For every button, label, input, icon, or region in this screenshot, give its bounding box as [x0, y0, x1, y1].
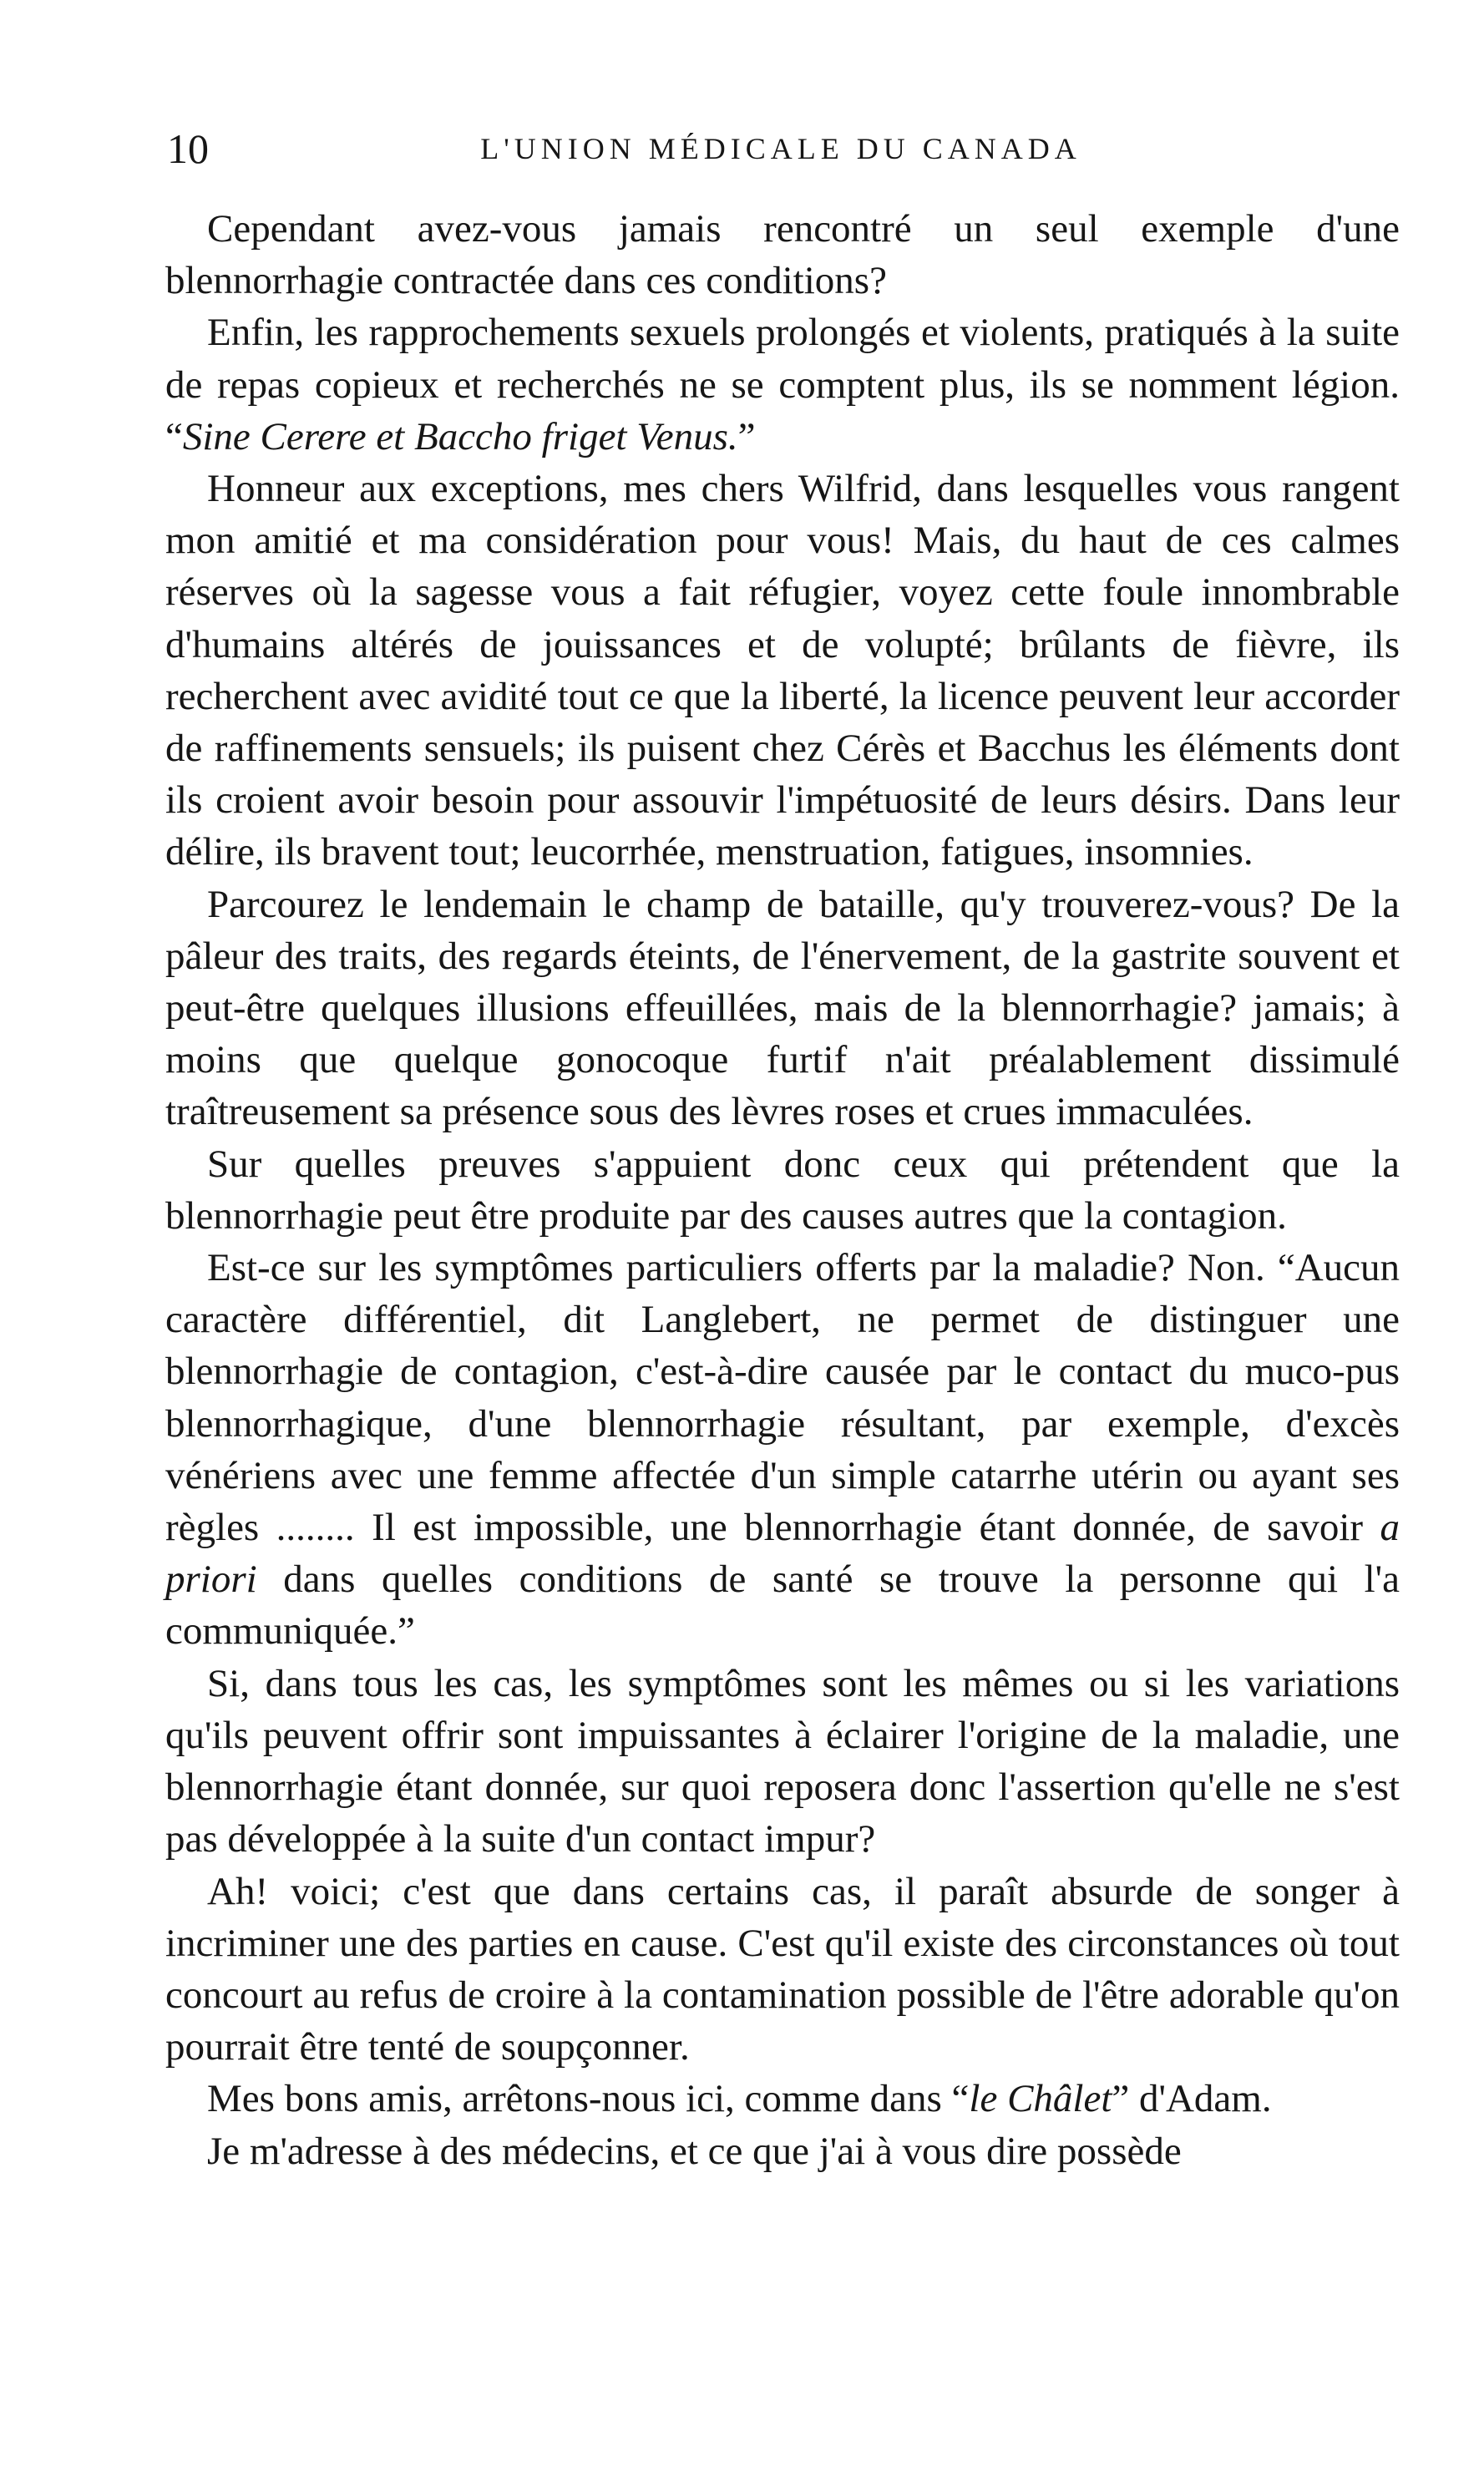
page-header	[167, 115, 1395, 182]
paragraph: Je m'adresse à des médecins, et ce que j'ai à vous dire possède	[207, 2129, 1182, 2173]
latin-quote: Sine Cerere et Baccho friget Venus.	[182, 414, 738, 458]
paragraph: Enfin, les rapprochements sexuels prolongés et violents, pratiqués à la suite de repas copieux et recherchés ne se comptent plus, ils se nomment légion. “Sine Cerere et Baccho friget Venus.”	[165, 311, 1400, 458]
page-number: 10	[167, 125, 209, 172]
italic-title: le Châlet	[969, 2077, 1112, 2121]
italic-phrase: a priori	[165, 1506, 1400, 1602]
running-head: L'UNION MÉDICALE DU CANADA	[480, 132, 1081, 165]
paragraph: Sur quelles preuves s'appuient donc ceux qui prétendent que la blennorrhagie peut être produite par des causes autres que la contagion.	[165, 1142, 1400, 1238]
paragraph: Cependant avez-vous jamais rencontré un seul exemple d'une blennorrhagie contractée dans ces conditions?	[165, 207, 1400, 303]
paragraph: Mes bons amis, arrêtons-nous ici, comme dans “le Châlet” d'Adam.	[207, 2077, 1272, 2121]
paragraph: Honneur aux exceptions, mes chers Wilfrid, dans lesquelles vous rangent mon amitié et ma considération pour vous! Mais, du haut de ces calmes réserves où la sagesse vous a fait réfugier, voyez cette foule innombrable d'humains altérés de jouissances et de volupté; brûlants de fièvre, ils recherchent avec avidité tout ce que la liberté, la licence peuvent leur accorder de raffinements sensuels; ils puisent chez Cérès et Bacchus les éléments dont ils croient avoir besoin pour assouvir l'impétuosité de leurs désirs. Dans leur délire, ils bravent tout; leucorrhée, menstruation, fatigues, insomnies.	[165, 467, 1400, 874]
body-text	[165, 203, 1400, 2177]
paragraph: Ah! voici; c'est que dans certains cas, il paraît absurde de songer à incriminer une des parties en cause. C'est qu'il existe des circonstances où tout concourt au refus de croire à la contamination possible de l'être adorable qu'on pourrait être tenté de soupçonner.	[165, 1869, 1400, 2069]
paragraph: Parcourez le lendemain le champ de bataille, qu'y trouverez-vous? De la pâleur des traits, des regards éteints, de l'énervement, de la gastrite souvent et peut-être quelques illusions effeuillées, mais de la blennorrhagie? jamais; à moins que quelque gonocoque furtif n'ait préalablement dissimulé traîtreusement sa présence sous des lèvres roses et crues immaculées.	[165, 882, 1400, 1134]
paragraph: Est-ce sur les symptômes particuliers offerts par la maladie? Non. “Aucun caractère différentiel, dit Langlebert, ne permet de distinguer une blennorrhagie de contagion, c'est-à-dire causée par le contact du muco-pus blennorrhagique, d'une blennorrhagie résultant, par exemple, d'excès vénériens avec une femme affectée d'un simple catarrhe utérin ou ayant ses règles ........ Il est impossible, une blennorrhagie étant donnée, de savoir a priori dans quelles conditions de santé se trouve la personne qui l'a communiquée.”	[165, 1246, 1400, 1654]
paragraph: Si, dans tous les cas, les symptômes sont les mêmes ou si les variations qu'ils peuvent offrir sont impuissantes à éclairer l'origine de la maladie, une blennorrhagie étant donnée, sur quoi reposera donc l'assertion qu'elle ne s'est pas développée à la suite d'un contact impur?	[165, 1661, 1400, 1861]
